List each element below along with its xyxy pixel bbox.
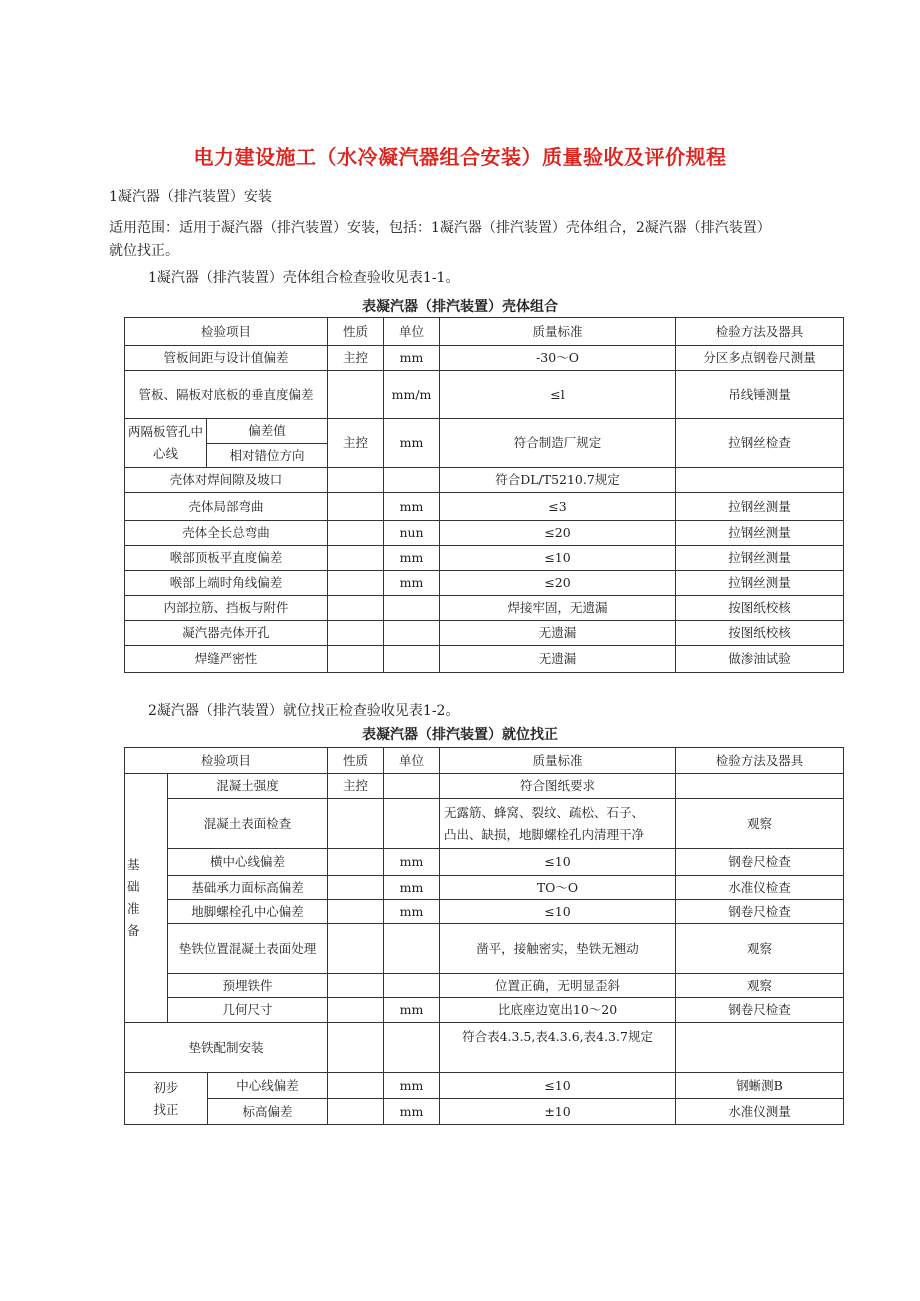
nature-cell: [328, 546, 384, 571]
unit-cell: mm: [384, 998, 440, 1023]
table-row: [125, 1099, 844, 1125]
section-heading: 1凝汽器（排汽装置）安装: [109, 189, 272, 205]
table-row: [125, 521, 844, 546]
nature-cell: [328, 799, 384, 849]
unit-cell: [384, 646, 440, 673]
standard-cell: ≤20: [440, 571, 676, 596]
table-row: [125, 468, 844, 493]
method-cell: 拉钢丝测量: [676, 546, 844, 571]
standard-cell: TO～O: [440, 876, 676, 900]
table-row: [125, 974, 844, 998]
table-row: [125, 371, 844, 419]
unit-cell: [384, 1023, 440, 1073]
method-cell: 按图纸校核: [676, 596, 844, 621]
nature-cell: [328, 596, 384, 621]
nature-cell: [328, 900, 384, 924]
table-row: [125, 493, 844, 521]
foundation-prep-group-cell: 基 础 准 备: [125, 774, 168, 1023]
method-cell: [676, 468, 844, 493]
nature-cell: [328, 646, 384, 673]
item-cell: 横中心线偏差: [168, 849, 328, 876]
unit-cell: [384, 924, 440, 974]
item-cell: 壳体全长总弯曲: [125, 521, 328, 546]
standard-cell: ≤l: [440, 371, 676, 419]
standard-cell: 无露筋、蜂窝、裂纹、疏松、石子、 凸出、缺损，地脚螺栓孔内清理干净: [440, 799, 676, 849]
method-cell: 钢卷尺检查: [676, 998, 844, 1023]
standard-cell: 位置正确，无明显歪斜: [440, 974, 676, 998]
table-row: [125, 546, 844, 571]
sub-item-cell: 相对错位方向: [207, 444, 328, 468]
nature-cell: 主控: [328, 419, 384, 468]
method-cell: 做渗油试验: [676, 646, 844, 673]
method-cell: 观察: [676, 924, 844, 974]
standard-cell: 符合制造厂规定: [440, 419, 676, 468]
method-cell: 拉钢丝测量: [676, 493, 844, 521]
item-cell: 凝汽器壳体开孔: [125, 621, 328, 646]
sub-item-cell: 偏差值: [207, 419, 328, 444]
item-cell: 地脚螺栓孔中心偏差: [168, 900, 328, 924]
item-cell: 中心线偏差: [208, 1073, 328, 1099]
table-positioning-alignment: [124, 747, 844, 1125]
table-row: [125, 876, 844, 900]
table-shell-assembly: [124, 317, 844, 673]
method-cell: 水准仪检查: [676, 876, 844, 900]
header-item: 检验项目: [125, 748, 328, 774]
nature-cell: [328, 571, 384, 596]
method-cell: 拉钢丝检查: [676, 419, 844, 468]
item-cell: 喉部顶板平直度偏差: [125, 546, 328, 571]
nature-cell: [328, 849, 384, 876]
table-1-caption: 表凝汽器（排汽装置）壳体组合: [362, 299, 558, 315]
standard-cell: 比底座边宽出10～20: [440, 998, 676, 1023]
scope-line-2: 就位找正。: [109, 243, 179, 259]
item-cell: 内部拉筋、挡板与附件: [125, 596, 328, 621]
standard-cell: ≤10: [440, 546, 676, 571]
nature-cell: [328, 998, 384, 1023]
item-group-cell: 两隔板管孔中心线: [125, 419, 207, 468]
method-cell: 观察: [676, 974, 844, 998]
table-row: [125, 900, 844, 924]
nature-cell: [328, 1023, 384, 1073]
header-unit: 单位: [384, 318, 440, 346]
standard-cell: 符合DL/T5210.7规定: [440, 468, 676, 493]
nature-cell: [328, 371, 384, 419]
unit-cell: [384, 621, 440, 646]
method-cell: 钢卷尺检查: [676, 900, 844, 924]
standard-cell: ≤20: [440, 521, 676, 546]
intro-table-1: 1凝汽器（排汽装置）壳体组合检查验收见表1-1。: [148, 270, 460, 286]
unit-cell: mm: [384, 849, 440, 876]
method-cell: 钢卷尺检查: [676, 849, 844, 876]
unit-cell: [384, 774, 440, 799]
standard-cell: 符合表4.3.5,表4.3.6,表4.3.7规定: [440, 1023, 676, 1073]
method-cell: 按图纸校核: [676, 621, 844, 646]
standard-cell: -30～O: [440, 346, 676, 371]
table-row: [125, 1073, 844, 1099]
standard-cell: 焊接牢固，无遗漏: [440, 596, 676, 621]
table-row: [125, 849, 844, 876]
unit-cell: [384, 974, 440, 998]
table-row: [125, 774, 844, 799]
unit-cell: [384, 596, 440, 621]
table-row: [125, 1023, 844, 1073]
table-row: [125, 346, 844, 371]
table-header-row: [125, 748, 844, 774]
initial-alignment-group-cell: 初步 找正: [125, 1073, 208, 1125]
header-method: 检验方法及器具: [676, 748, 844, 774]
method-cell: 拉钢丝测量: [676, 571, 844, 596]
scope-line-1: 适用范围：适用于凝汽器（排汽装置）安装，包括：1凝汽器（排汽装置）壳体组合，2凝汽器（排汽装置）: [109, 220, 771, 236]
item-cell: 标高偏差: [208, 1099, 328, 1125]
unit-cell: mm/m: [384, 371, 440, 419]
method-cell: 分区多点钢卷尺测量: [676, 346, 844, 371]
standard-cell: 无遗漏: [440, 621, 676, 646]
nature-cell: [328, 1099, 384, 1125]
table-header-row: [125, 318, 844, 346]
table-row: [125, 799, 844, 849]
unit-cell: mm: [384, 876, 440, 900]
table-row: [125, 571, 844, 596]
method-cell: 吊线锤测量: [676, 371, 844, 419]
unit-cell: mm: [384, 493, 440, 521]
header-unit: 单位: [384, 748, 440, 774]
nature-cell: 主控: [328, 346, 384, 371]
header-standard: 质量标准: [440, 318, 676, 346]
unit-cell: mm: [384, 346, 440, 371]
table-row: [125, 998, 844, 1023]
header-standard: 质量标准: [440, 748, 676, 774]
item-cell: 基础承力面标高偏差: [168, 876, 328, 900]
table-row: [125, 646, 844, 673]
item-cell: 混凝土表面检查: [168, 799, 328, 849]
unit-cell: mm: [384, 1099, 440, 1125]
item-cell: 壳体对焊间隙及坡口: [125, 468, 328, 493]
intro-table-2: 2凝汽器（排汽装置）就位找正检查验收见表1-2。: [148, 703, 460, 719]
header-method: 检验方法及器具: [676, 318, 844, 346]
unit-cell: [384, 799, 440, 849]
nature-cell: [328, 621, 384, 646]
item-cell: 壳体局部弯曲: [125, 493, 328, 521]
table-2-caption: 表凝汽器（排汽装置）就位找正: [362, 727, 558, 743]
header-nature: 性质: [328, 318, 384, 346]
nature-cell: [328, 493, 384, 521]
method-cell: [676, 1023, 844, 1073]
standard-cell: 符合图纸要求: [440, 774, 676, 799]
unit-cell: mm: [384, 571, 440, 596]
unit-cell: mm: [384, 419, 440, 468]
standard-cell: ≤10: [440, 849, 676, 876]
item-cell: 焊缝严密性: [125, 646, 328, 673]
item-cell: 喉部上端时角线偏差: [125, 571, 328, 596]
standard-cell: 无遗漏: [440, 646, 676, 673]
table-row: [125, 596, 844, 621]
standard-cell: ≤3: [440, 493, 676, 521]
nature-cell: [328, 521, 384, 546]
header-item: 检验项目: [125, 318, 328, 346]
item-cell: 垫铁配制安装: [125, 1023, 328, 1073]
item-cell: 预埋铁件: [168, 974, 328, 998]
table-row: [125, 419, 844, 444]
unit-cell: mm: [384, 900, 440, 924]
nature-cell: 主控: [328, 774, 384, 799]
nature-cell: [328, 468, 384, 493]
standard-cell: ≤10: [440, 1073, 676, 1099]
method-cell: 水准仪测量: [676, 1099, 844, 1125]
method-cell: 拉钢丝测量: [676, 521, 844, 546]
item-cell: 混凝土强度: [168, 774, 328, 799]
method-cell: [676, 774, 844, 799]
unit-cell: mm: [384, 1073, 440, 1099]
standard-cell: ≤10: [440, 900, 676, 924]
standard-cell: ±10: [440, 1099, 676, 1125]
table-row: [125, 621, 844, 646]
item-cell: 几何尺寸: [168, 998, 328, 1023]
method-cell: 钢蜥测B: [676, 1073, 844, 1099]
standard-cell: 凿平，接触密实，垫铁无翘动: [440, 924, 676, 974]
unit-cell: [384, 468, 440, 493]
nature-cell: [328, 876, 384, 900]
unit-cell: nun: [384, 521, 440, 546]
unit-cell: mm: [384, 546, 440, 571]
nature-cell: [328, 1073, 384, 1099]
nature-cell: [328, 924, 384, 974]
item-cell: 管板、隔板对底板的垂直度偏差: [125, 371, 328, 419]
nature-cell: [328, 974, 384, 998]
method-cell: 观察: [676, 799, 844, 849]
item-cell: 垫铁位置混凝土表面处理: [168, 924, 328, 974]
table-row: [125, 924, 844, 974]
document-title: 电力建设施工（水冷凝汽器组合安装）质量验收及评价规程: [193, 145, 727, 169]
item-cell: 管板间距与设计值偏差: [125, 346, 328, 371]
header-nature: 性质: [328, 748, 384, 774]
